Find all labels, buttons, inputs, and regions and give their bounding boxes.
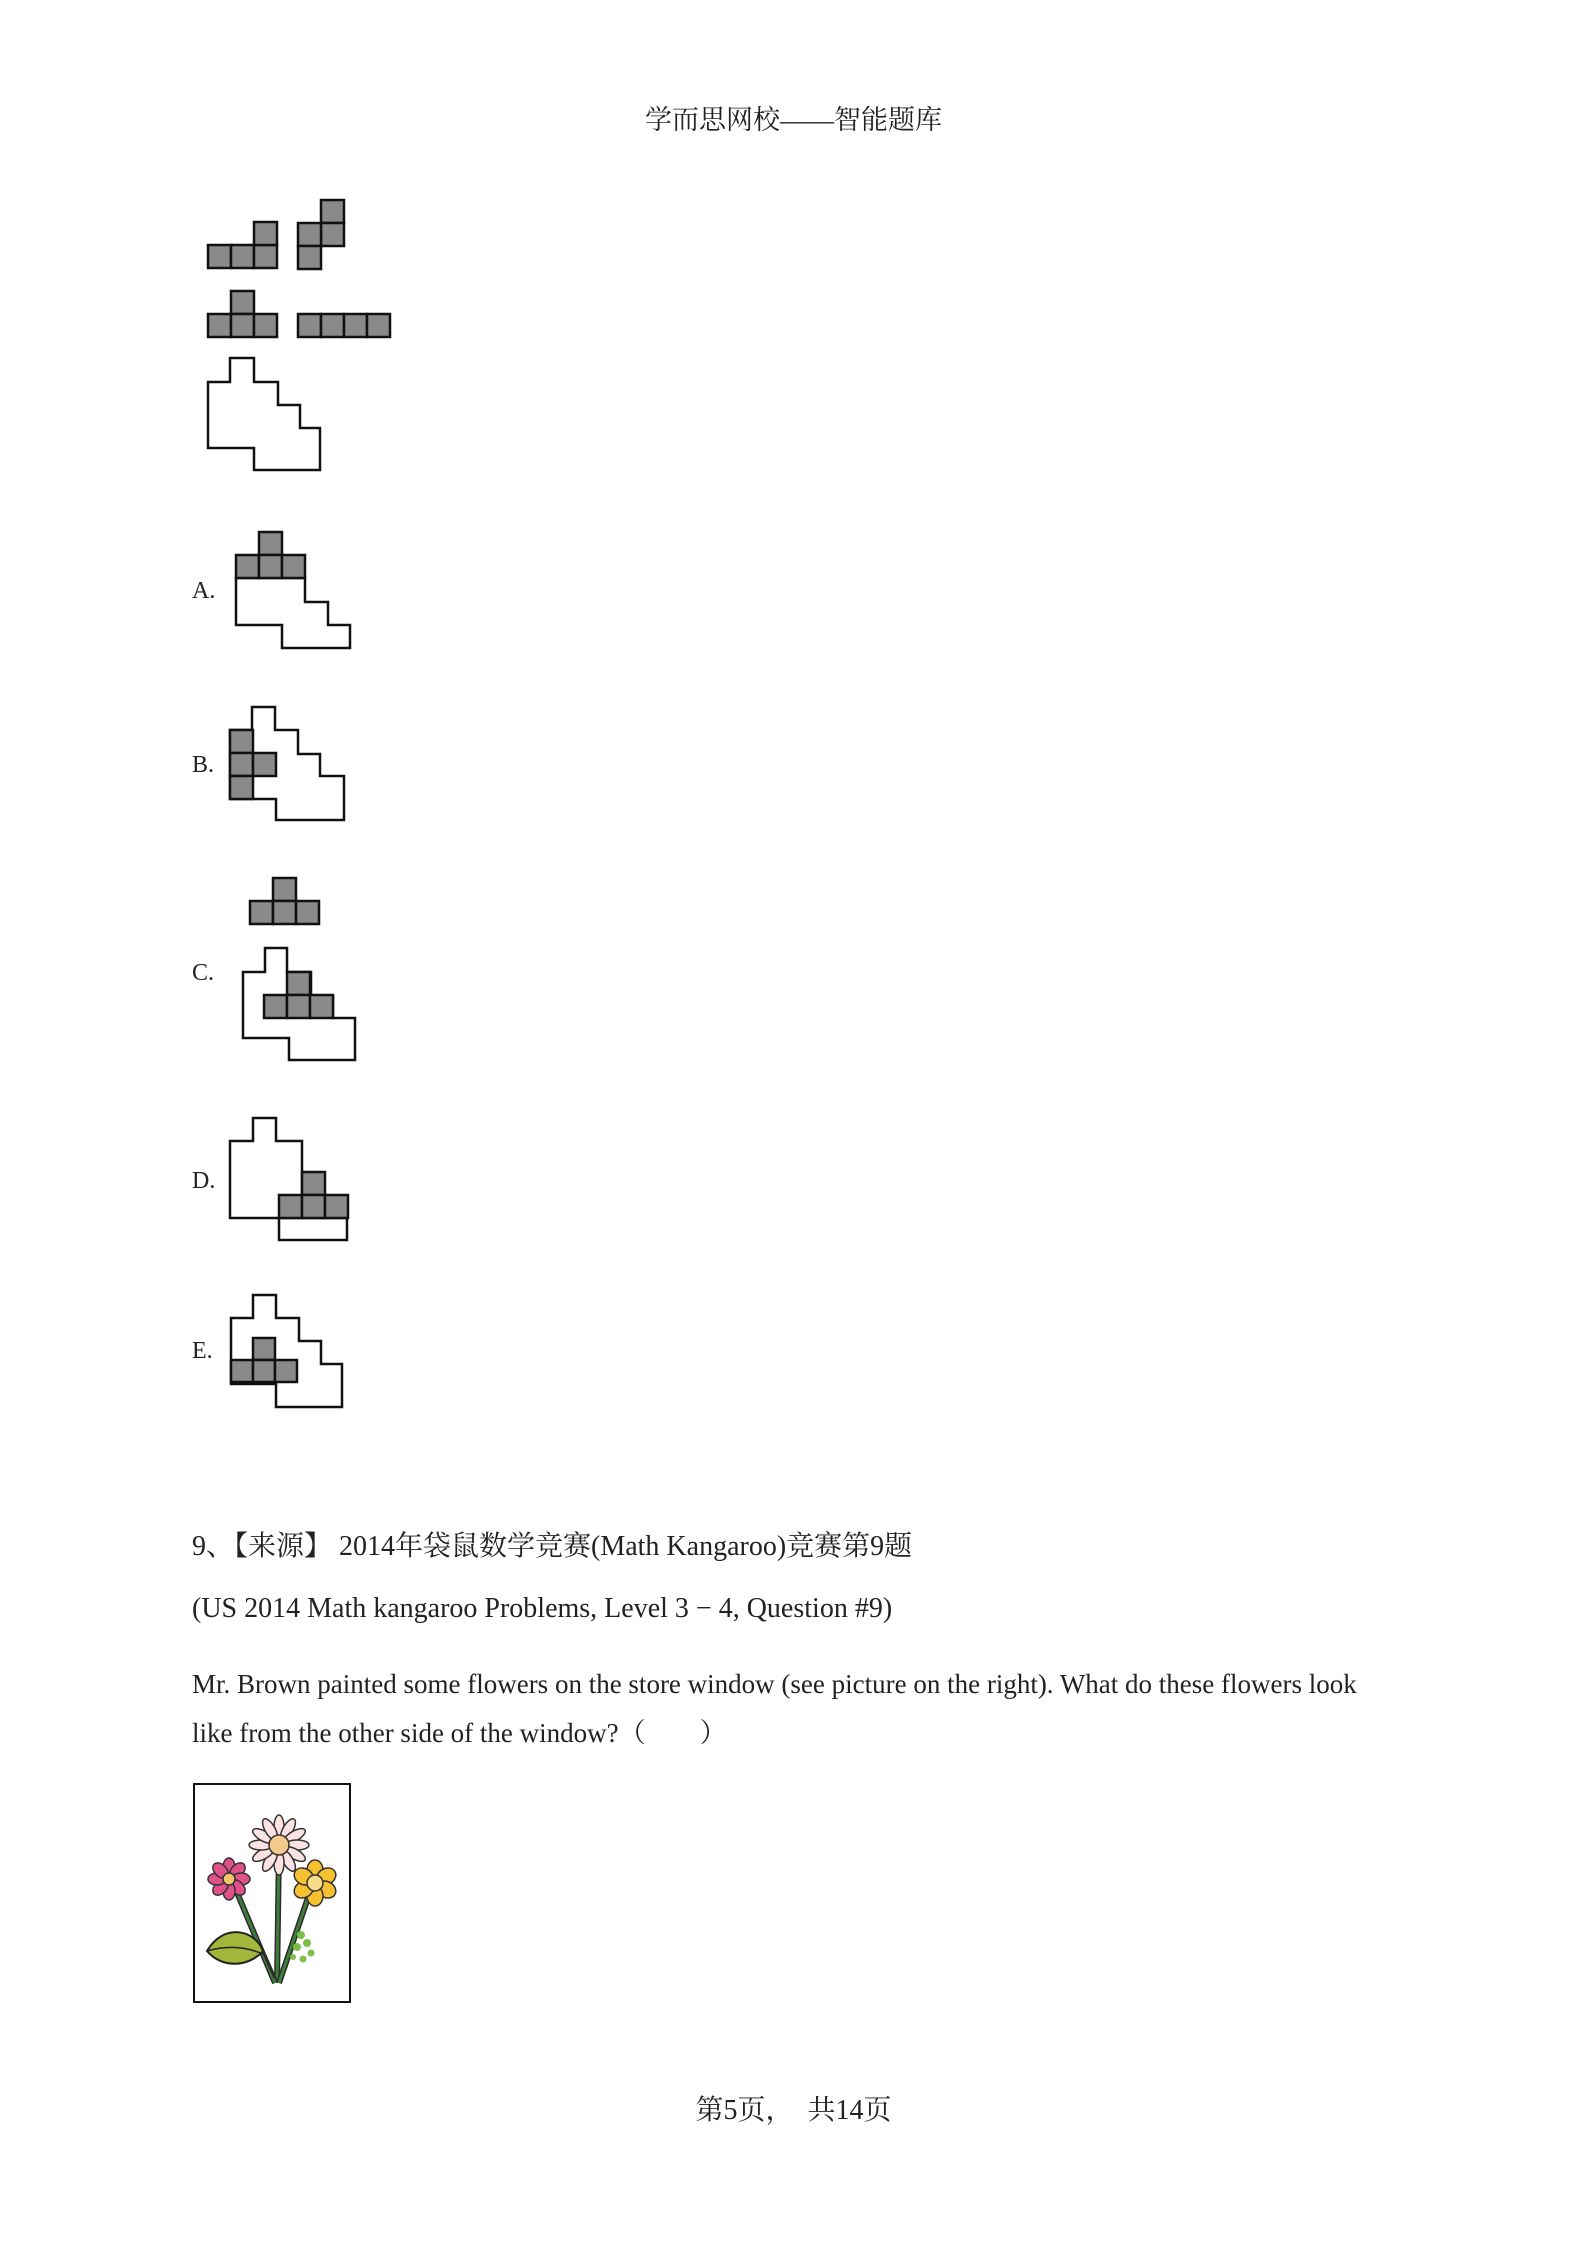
l-tetromino-piece bbox=[208, 222, 277, 268]
i-tetromino-piece bbox=[298, 314, 390, 337]
page-header: 学而思网校——智能题库 bbox=[645, 105, 942, 135]
question-9-source: (US 2014 Math kangaroo Problems, Level 3 − 4, Question #9) bbox=[192, 1593, 893, 1624]
given-pieces-figure bbox=[200, 195, 400, 475]
flower-window-image bbox=[193, 1783, 351, 2003]
option-e-label[interactable]: E. bbox=[192, 1338, 213, 1364]
page-footer: 第5页， 共14页 bbox=[695, 2095, 892, 2126]
option-b-label[interactable]: B. bbox=[192, 752, 215, 778]
option-a-label[interactable]: A. bbox=[192, 578, 216, 604]
question-9-text: Mr. Brown painted some flowers on the store window (see picture on the right). What do these flowers look like from the other side of the window?（ ） bbox=[192, 1669, 1357, 1748]
t-tetromino-piece bbox=[208, 291, 277, 337]
option-d-label[interactable]: D. bbox=[192, 1168, 216, 1194]
option-d-figure[interactable] bbox=[222, 1112, 362, 1247]
target-outline-shape bbox=[208, 358, 320, 470]
question-9-heading: 9、【来源】 2014年袋鼠数学竞赛(Math Kangaroo)竞赛第9题 bbox=[192, 1531, 913, 1562]
pink-flower-icon bbox=[208, 1858, 250, 1900]
s-tetromino-piece bbox=[298, 200, 344, 269]
option-b-figure[interactable] bbox=[222, 702, 352, 827]
option-c-label[interactable]: C. bbox=[192, 960, 215, 986]
option-c-figure[interactable] bbox=[235, 872, 365, 1067]
option-a-figure[interactable] bbox=[228, 530, 358, 655]
option-e-figure[interactable] bbox=[224, 1290, 354, 1415]
